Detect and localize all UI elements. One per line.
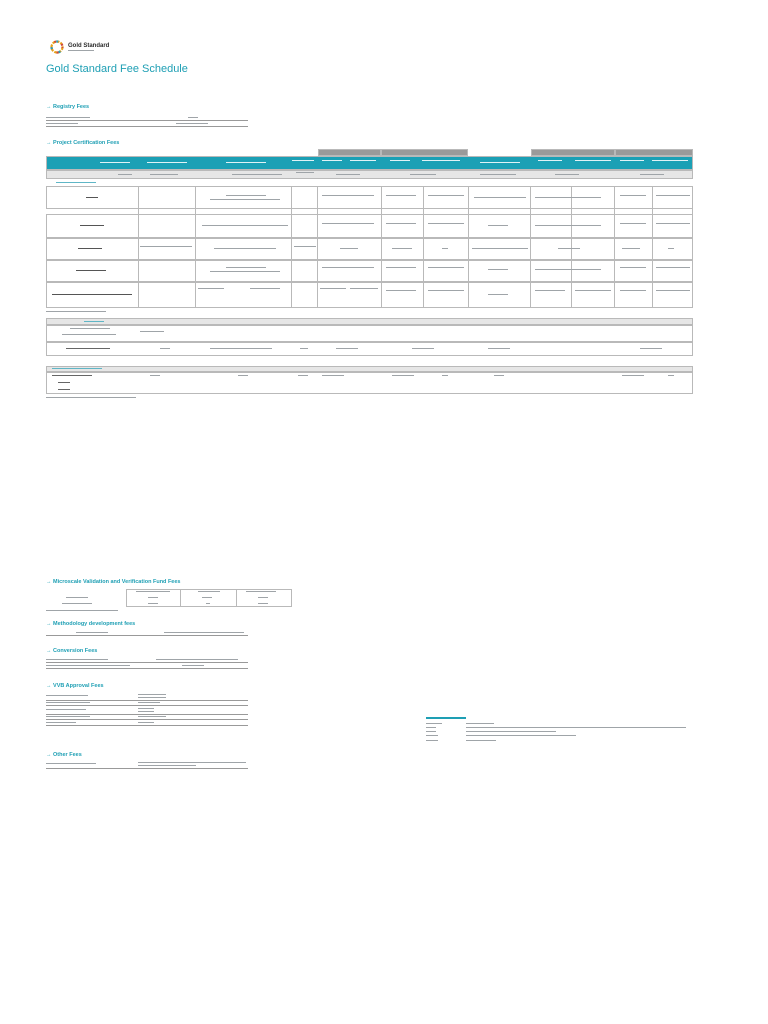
section-methodology-title: → Methodology development fees	[46, 621, 136, 627]
table-superheader	[531, 149, 615, 156]
vvb-row	[46, 715, 248, 720]
table-superheader	[615, 149, 693, 156]
table-subheader-row	[46, 170, 693, 179]
section-vvb-title: → VVB Approval Fees	[46, 683, 104, 689]
other-row	[46, 761, 248, 769]
revision-history-title	[426, 717, 466, 719]
table-row	[46, 372, 693, 394]
section-conversion-title: → Conversion Fees	[46, 648, 98, 654]
vvb-row	[46, 707, 248, 715]
conversion-row	[46, 658, 248, 663]
gold-standard-logo	[50, 40, 109, 54]
table-row	[46, 342, 693, 356]
vvb-row	[46, 701, 248, 706]
conversion-row	[46, 664, 248, 669]
table-subsection-header	[46, 318, 693, 325]
section-project-certification-title: → Project Certification Fees	[46, 140, 120, 146]
section-other-title: → Other Fees	[46, 752, 82, 758]
logo-text: Gold Standard	[68, 42, 110, 49]
vvb-row	[46, 721, 248, 726]
page-title: Gold Standard Fee Schedule	[46, 63, 188, 75]
section-microscale-title: → Microscale Validation and Verification Fund Fees	[46, 579, 181, 585]
logo-icon	[50, 40, 64, 54]
registry-row	[46, 122, 248, 127]
logo-tagline	[68, 50, 94, 51]
table-header-row	[46, 156, 693, 170]
section-registry-title: → Registry Fees	[46, 104, 90, 110]
vvb-row	[46, 693, 248, 701]
table-row	[46, 325, 693, 342]
registry-row	[46, 116, 248, 121]
methodology-row	[46, 631, 248, 636]
table-superheader	[381, 149, 468, 156]
table-superheader	[318, 149, 381, 156]
